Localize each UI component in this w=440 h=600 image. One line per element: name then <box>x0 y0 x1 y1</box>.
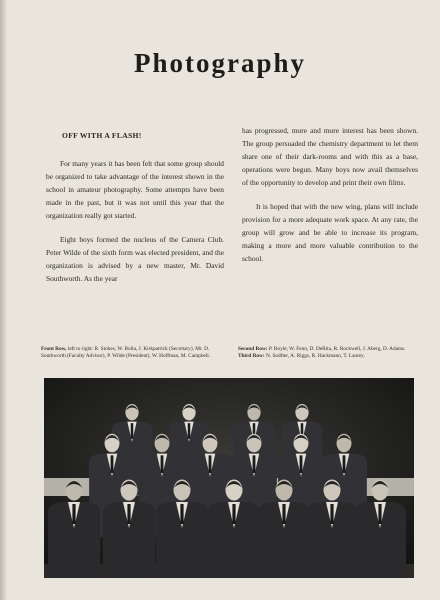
group-photograph-image <box>44 378 414 578</box>
article-paragraph: It is hoped that with the new wing, plans will include provision for a more adequate work space. At any rate, the group will grow and be able to increase its program, making a more and more valuable contribution to the school. <box>242 202 418 263</box>
photo-caption-back-rows <box>238 346 420 360</box>
article-paragraph: Eight boys formed the nucleus of the Camera Club. Peter Wilde of the sixth form was elected president, and the organization is advised by a new master, Mr. David Southworth. As the year <box>46 235 224 283</box>
photo-caption-front-row <box>41 346 219 360</box>
group-photograph <box>44 378 414 578</box>
page-title: Photography <box>133 48 307 78</box>
caption-row-label: Front Row, <box>41 346 67 352</box>
caption-row-label: Second Row: <box>238 346 268 352</box>
page-binding-edge <box>0 0 7 600</box>
article-heading: OFF WITH A FLASH! <box>62 131 142 140</box>
caption-names: left to right: R. Stokes, W. Bolla, J. Kirkpatrick (Secretary), Mr. D. Southworth (Faculty Advisor), P. Wilde (President), W. Hoffman, M. Campbell. <box>41 346 211 359</box>
caption-names: N. Sodfter, A. Riggs, R. Hackmann, T. Laurey. <box>265 353 365 359</box>
article-column-right <box>242 124 418 276</box>
caption-row-label: Third Row: <box>238 353 265 359</box>
caption-names: P. Boyle, W. Fenn, D. DeRita, R. Rockwell, J. Aberg, D. Adams. <box>268 346 406 352</box>
article-paragraph: For many years it has been felt that some group should be organized to take advantage of the interest shown in the school in amateur photography. Some attempts have been made in the past, but it was not until this year that the organization really got started. <box>46 159 224 220</box>
article-paragraph: has progressed, more and more interest has been shown. The group persuaded the chemistry department to let them share one of their dark-rooms and with this as a base, operations were begun. Many boys now avail themselves of the opportunity to develop and print their own films. <box>242 126 418 187</box>
article-column-left <box>46 124 224 296</box>
